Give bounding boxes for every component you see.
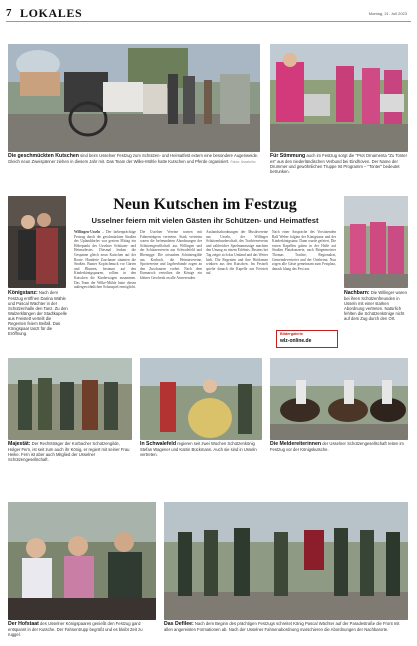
article-col-2-text: Die Usselner Vereine warten mit Fahnenträgern vertreten. Stark vertreten waren die befreundeten Abordnungen der Schützengesellschaft aus Willingen und der Schützenverein aus Schwalefeld und Rhenegge. Die ortsnahen Schützengilde aus Korbach, die Heimatvereine, Sportvereine und Jagdverbände zogen an den Zuschauern vorbei. Nach dem Einmarsch verteilten die Könige ein kleines Geschenk an alle Anwesenden. [140,230,202,280]
caption-kutschen-title: Die geschmückten Kutschen [8,153,79,159]
caption-nachbarn [344,290,408,348]
article-col-1 [74,230,136,346]
photo-meldereiter [270,358,408,440]
caption-defilee-title: Das Defilee: [164,621,194,627]
caption-kutschen-credit: Fotos: Usseln/hz [230,160,256,164]
article-col-4-text: Nach einer Ansprache des Vorsitzenden Ralf Weber folgten der Königstanz und der Kinderkönigstanz. Dann wurde gefeiert. Die ersten Kapellen gaben in der Halle auf Straßen Platzkonzerte, nach Bürgermeister Thomas Trachte, Regionalrat, Gemeindevertreter und der Ortsbeirat. Nun zogen alle Gäste gemeinsam zum Festplatz, danach klang das Fest aus. [272,230,336,271]
page-header [6,6,411,20]
caption-defilee [164,621,408,641]
article-headline: Neun Kutschen im Festzug [113,196,297,213]
caption-stimmung [270,153,408,181]
photo-koenigstanz [8,196,66,288]
photo-defilee [164,502,408,620]
caption-hofstaat-title: Der Hofstaat [8,621,39,627]
caption-schwalefeld [140,441,262,469]
photo-nachbarn [344,196,408,288]
article-col-4 [272,230,336,346]
caption-schwalefeld-title: In Schwalefeld [140,441,177,447]
caption-meldereiter [270,441,408,469]
article-col-3-text: Auslandsabordnungen der Musikvereine aus Usseln, der Willinger Schützenbruderschaft, des Trachtenvereins und zahlreicher Spielmannszüge machten den Umzug zu einem Erlebnis. Bestens bei Tag zeigte sich das Umland und das Wetter hielt. Die Regenten und ihre Hofdamen winkten aus den Kutschen. Im Festzelt spielte danach die Kapelle aus Freistett auf. [206,230,268,276]
caption-stimmung-title: Für Stimmung [270,153,306,159]
caption-nachbarn-text: Die Willinger waren bei ihren Schützenfreunden in Usseln mit einer starken Abordnung vertreten. Natürlich fehlten die Schützenkönige nicht auf dem Zug durch den Ort. [344,290,407,321]
caption-hofstaat [8,621,156,641]
photo-majestaet [8,358,132,440]
ad-url[interactable]: wlz-online.de [280,338,312,344]
caption-koenigstanz-title: Königstanz: [8,290,38,296]
ad-box[interactable] [276,330,338,348]
caption-koenigstanz [8,290,68,348]
article-subheadline: Usselner feiern mit vielen Gästen ihr Schützen- und Heimatfest [91,216,319,225]
caption-kutschen [8,153,260,171]
caption-nachbarn-title: Nachbarn: [344,290,370,296]
issue-date: Montag, 21. Juli 2023 [368,11,407,16]
article-col-1-text: – Der farbenprächtige Festzug durch die geschmückten Straßen des Uplanddorfes war gestern Mittag ein Höhepunkt des Usselner Schützen- und Heimatfestes. Diesmal lenken die Gespanne gleich neun Kutschen auf der Route. Hunderte Zuschauer säumten die Straßen. Bunter Kopfschmuck vor Gärten und Blumen, bestaunt auf den Kinderkönigspaaren, rollten in den Kutschen die Kinderwagen zusammen. Das Team der Wilke-Mühle hatte diesen außergewöhnlichen Schauspiel ermöglicht. [74,230,136,290]
caption-majestaet-title: Majestät: [8,441,31,447]
photo-stimmung [270,44,408,152]
caption-hofstaat-text: des Usselner Königspaares genießt den Festzug ganz entspannt in der Kutsche. Der Fahnentrupp begrüßt und es bleibt Zeit zu ruggel. [8,621,143,637]
caption-majestaet-text: Der Rechtsträger der Korbacher Schützengilde, Holger Fern, ist seit zum auch ihr König, er regiert mit seiner Frau Heike. Fern ist aber auch Mitglied der Usselner Schützengesellschaft. [8,441,130,462]
page-number: 7 [6,7,12,19]
caption-kutschen-text: sind beim Usselner Festzug zum Schützen- und Heimatfest extern eine besondere Augenweide. Gleich neun Zweispänner ziehen in diesem Jahr mit. Das Team der Wilke-Mühle hatte Kutschen und Pferde organisiert. [8,153,259,164]
caption-schwalefeld-text: regieren seit zwei Wochen Schützenkönig Stefan Wagener und Katrin Bückmann. Auch sie sind in Usseln vertreten. [140,441,257,457]
section-title: LOKALES [20,6,83,20]
caption-koenigstanz-text: Nach dem Festzug eröffnen Darina Wähle und Pascal Wächter in der Schützenhalle den Tanz. Zu den Walzerklängen der Stadtkapelle aus Freistett verteilt die Regenten feiern Beifall. Das Königspaar tanzt für die Eröffnung. [8,290,68,336]
photo-hofstaat [8,502,156,620]
header-rule [6,21,411,22]
ad-brand: Bildergalerie [280,332,304,336]
caption-defilee-text: Nach dem Beginn des prächtigen Festzugs schreitet König Pascal Wächter auf der Paradestraße die Front mit allen angereisten Formationen ab. Nach der Usselner Fahnenabordnung marschieren die Abordnungen der Nachbarorte. [164,621,400,632]
article-col-3 [206,230,268,346]
caption-stimmung-text: auch im Festzug sorgt die "Prot Ornamenta "Zu Tonter es" aus den niederländischen Verbund bei Eindhoven. Der Name der Drummer und gewöhnlichen Truppe Ist Programm – "Tonter" bedeutet betrunken. [270,153,407,174]
photo-schwalefeld [140,358,262,440]
caption-meldereiter-text: der Usselner Schützengesellschaft reiten im Festzug vor der Königskutsche. [270,441,404,452]
photo-kutschen [8,44,260,152]
article-col-2 [140,230,202,346]
caption-meldereiter-title: Die Meldereiterinnen [270,441,322,447]
article-dateline: Willingen-Usseln [74,230,101,234]
caption-majestaet [8,441,132,469]
